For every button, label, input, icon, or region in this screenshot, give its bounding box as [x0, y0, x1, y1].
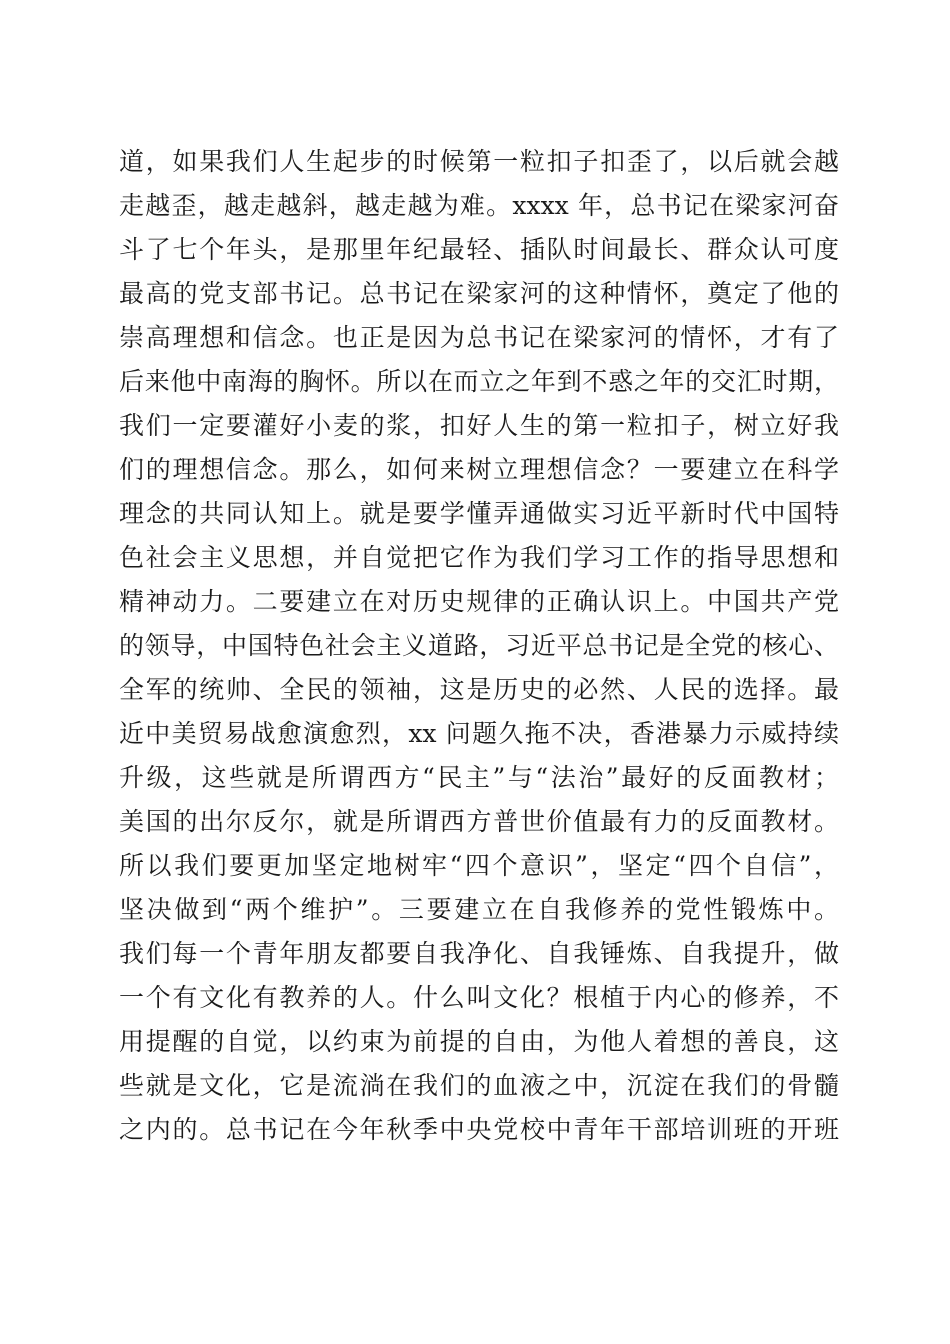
text-line: 用提醒的自觉，以约束为前提的自由，为他人着想的善良，这 [119, 1027, 839, 1056]
text-line: 精神动力。二要建立在对历史规律的正确认识上。中国共产党 [119, 587, 839, 616]
body-paragraph [119, 140, 839, 1152]
text-line: 一个有文化有教养的人。什么叫文化？根植于内心的修养，不 [119, 983, 839, 1012]
text-line: 之内的。总书记在今年秋季中央党校中青年干部培训班的开班 [119, 1115, 839, 1144]
text-line: 我们一定要灌好小麦的浆，扣好人生的第一粒扣子，树立好我 [119, 411, 839, 440]
text-line: 近中美贸易战愈演愈烈，xx 问题久拖不决，香港暴力示威持续 [119, 719, 839, 748]
text-line: 全军的统帅、全民的领袖，这是历史的必然、人民的选择。最 [119, 675, 839, 704]
text-line: 斗了七个年头，是那里年纪最轻、插队时间最长、群众认可度 [119, 235, 839, 264]
text-line: 理念的共同认知上。就是要学懂弄通做实习近平新时代中国特 [119, 499, 839, 528]
text-line: 崇高理想和信念。也正是因为总书记在梁家河的情怀，才有了 [119, 323, 839, 352]
text-line: 们的理想信念。那么，如何来树立理想信念？一要建立在科学 [119, 455, 839, 484]
text-line: 走越歪，越走越斜，越走越为难。xxxx 年，总书记在梁家河奋 [119, 191, 839, 220]
text-line: 些就是文化，它是流淌在我们的血液之中，沉淀在我们的骨髓 [119, 1071, 839, 1100]
text-line: 最高的党支部书记。总书记在梁家河的这种情怀，奠定了他的 [119, 279, 839, 308]
text-line: 道，如果我们人生起步的时候第一粒扣子扣歪了，以后就会越 [119, 147, 839, 176]
text-line: 所以我们要更加坚定地树牢“四个意识”，坚定“四个自信”， [119, 851, 839, 880]
text-line: 坚决做到“两个维护”。三要建立在自我修养的党性锻炼中。 [119, 895, 839, 924]
text-line: 升级，这些就是所谓西方“民主”与“法治”最好的反面教材； [119, 763, 839, 792]
text-line: 美国的出尔反尔，就是所谓西方普世价值最有力的反面教材。 [119, 807, 839, 836]
text-line: 的领导，中国特色社会主义道路，习近平总书记是全党的核心、 [119, 631, 839, 660]
text-line: 色社会主义思想，并自觉把它作为我们学习工作的指导思想和 [119, 543, 839, 572]
text-line: 我们每一个青年朋友都要自我净化、自我锤炼、自我提升，做 [119, 939, 839, 968]
text-line: 后来他中南海的胸怀。所以在而立之年到不惑之年的交汇时期， [119, 367, 839, 396]
